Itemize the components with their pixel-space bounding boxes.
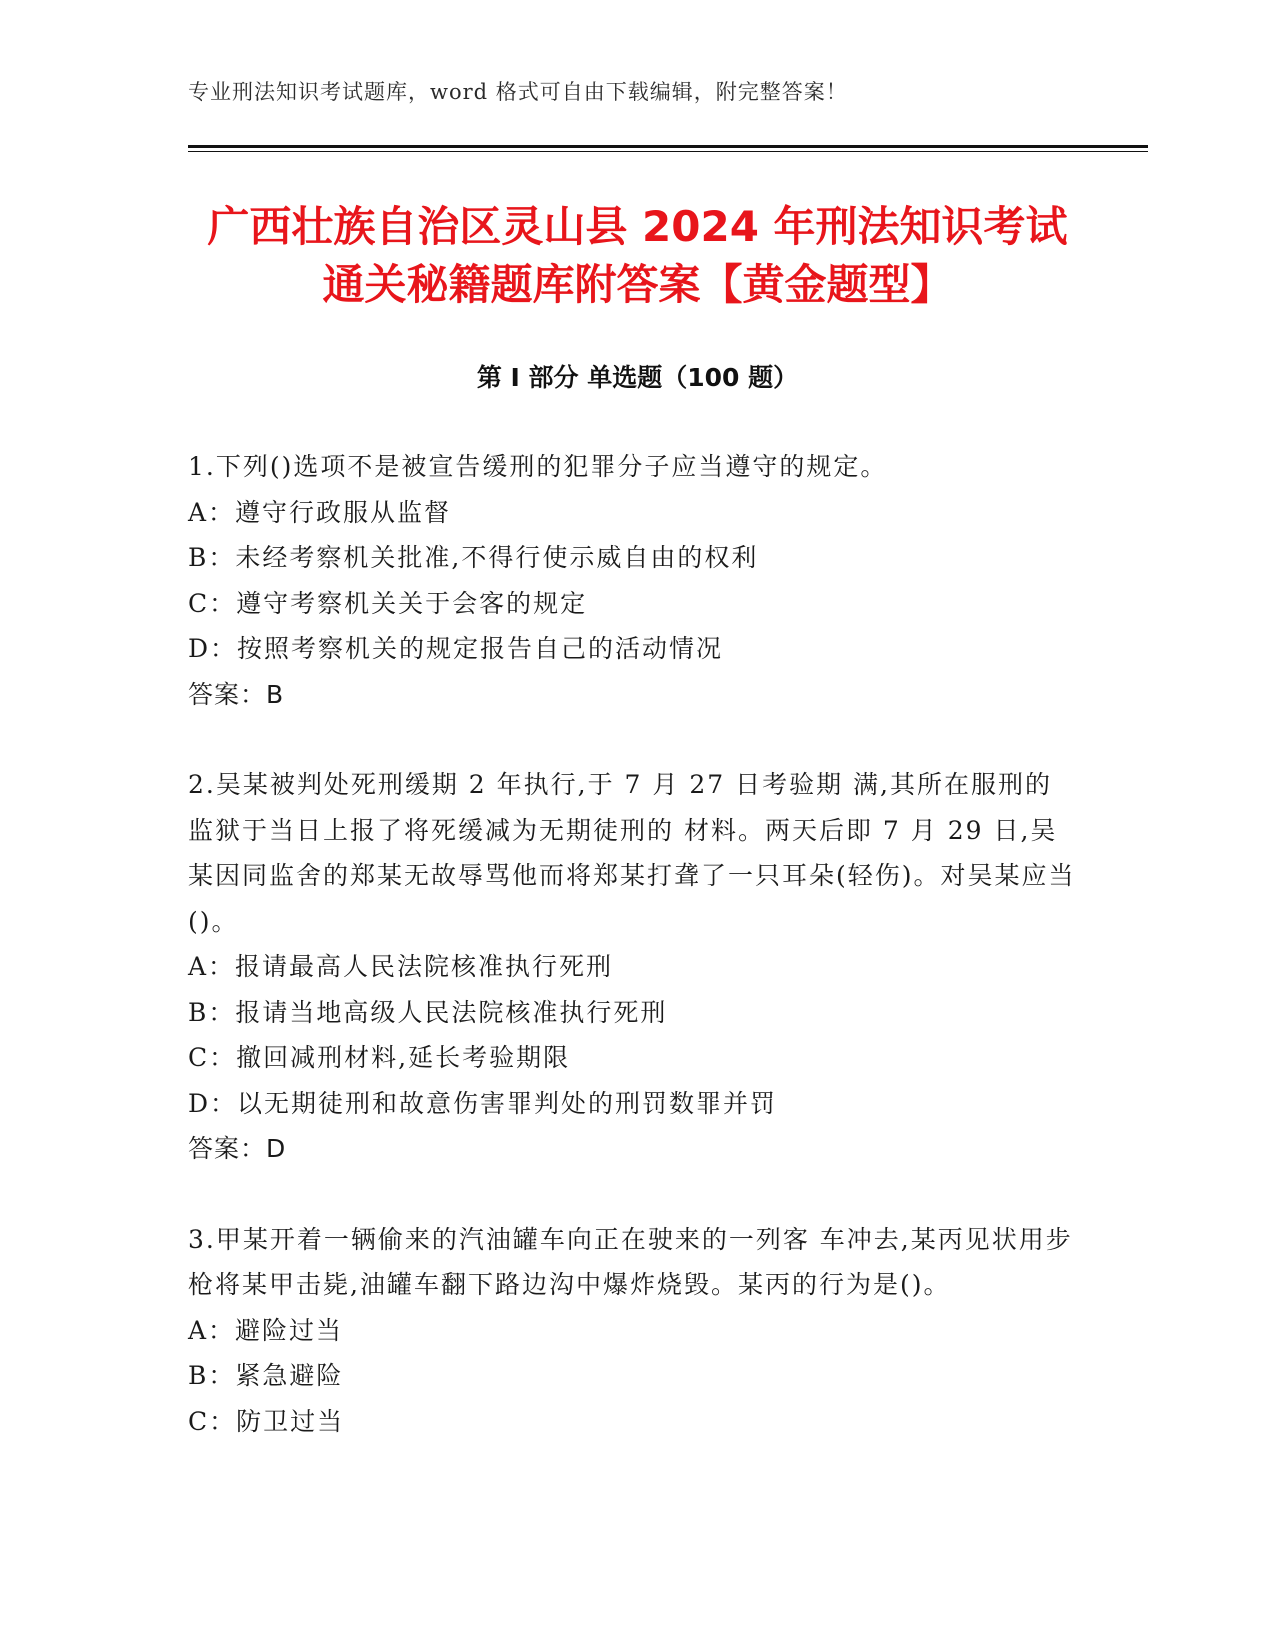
option-c: C：防卫过当	[188, 1406, 345, 1436]
question-stem: 3.甲某开着一辆偷来的汽油罐车向正在驶来的一列客 车冲去,某丙见状用步枪将某甲击毙,油罐车翻下路边沟中爆炸烧毁。某丙的行为是()。	[188, 1224, 1073, 1299]
document-title-line-2: 通关秘籍题库附答案【黄金题型】	[322, 260, 953, 309]
question-2	[188, 762, 1078, 1172]
answer: 答案：B	[188, 679, 285, 709]
spacer	[188, 1172, 1078, 1217]
header-note: 专业刑法知识考试题库，word 格式可自由下载编辑，附完整答案！	[188, 80, 848, 104]
header-divider-thin	[188, 151, 1148, 152]
question-stem: 2.吴某被判处死刑缓期 2 年执行,于 7 月 27 日考验期 满,其所在服刑的监狱于当日上报了将死缓减为无期徒刑的 材料。两天后即 7 月 29 日,吴某因同监舍的郑某无故辱骂他而将郑某打聋了一只耳朵(轻伤)。对吴某应当()。	[188, 770, 1076, 936]
option-a: A：遵守行政服从监督	[188, 497, 452, 527]
header-divider-thick	[188, 145, 1148, 148]
document-title-line-1: 广西壮族自治区灵山县 2024 年刑法知识考试	[207, 202, 1068, 251]
question-list	[188, 444, 1078, 1444]
spacer	[188, 717, 1078, 762]
option-c: C：遵守考察机关关于会客的规定	[188, 588, 588, 618]
option-c: C：撤回减刑材料,延长考验期限	[188, 1043, 571, 1072]
option-a: A：避险过当	[188, 1315, 344, 1345]
section-title: 第 I 部分 单选题（100 题）	[476, 363, 799, 392]
answer: 答案：D	[188, 1134, 287, 1163]
option-b: B：报请当地高级人民法院核准执行死刑	[188, 997, 668, 1027]
option-d: D：以无期徒刑和故意伤害罪判处的刑罚数罪并罚	[188, 1088, 778, 1118]
option-d: D：按照考察机关的规定报告自己的活动情况	[188, 634, 724, 663]
option-a: A：报请最高人民法院核准执行死刑	[188, 952, 614, 981]
question-3	[188, 1217, 1078, 1445]
document-title	[150, 198, 1125, 314]
question-1	[188, 444, 1078, 717]
option-b: B：未经考察机关批准,不得行使示威自由的权利	[188, 543, 759, 572]
option-b: B：紧急避险	[188, 1361, 344, 1390]
question-stem: 1.下列()选项不是被宣告缓刑的犯罪分子应当遵守的规定。	[188, 452, 888, 481]
